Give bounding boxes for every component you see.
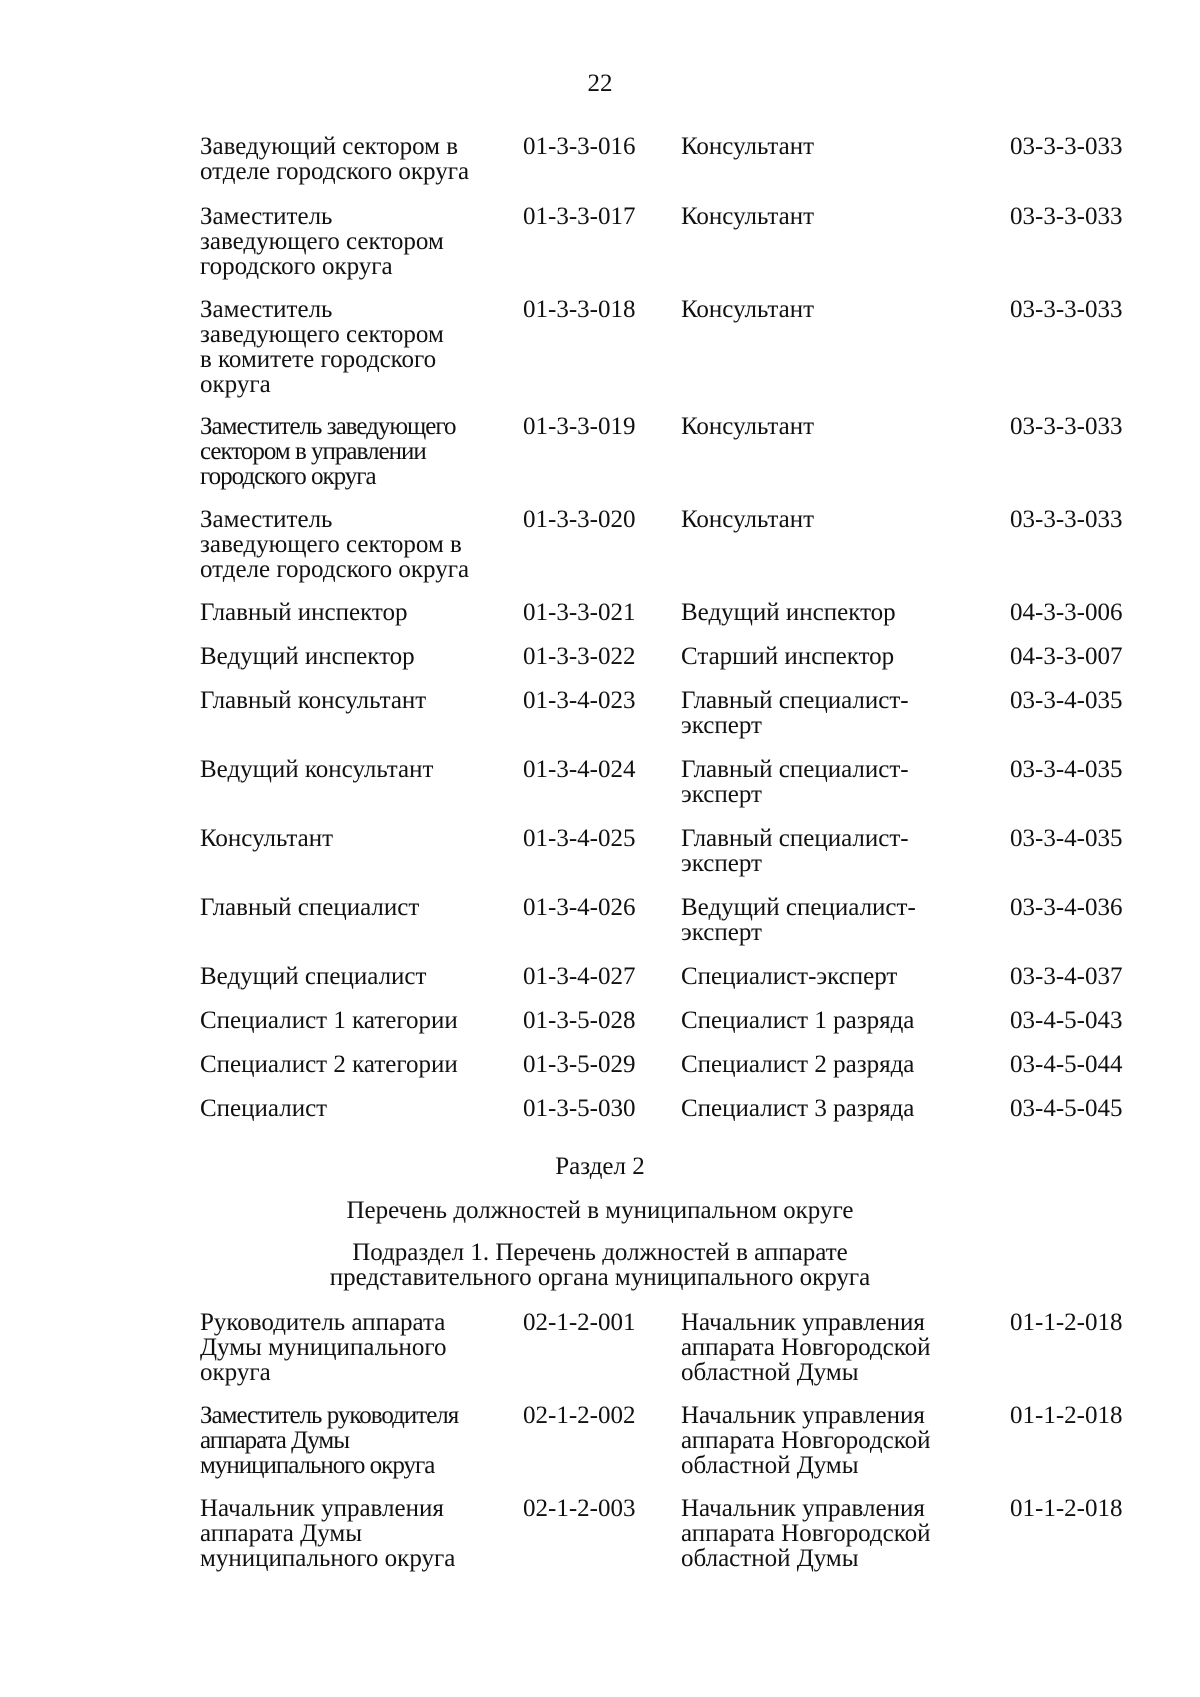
- equivalent-position: Консультант: [681, 413, 815, 440]
- equivalent-position: Ведущий инспектор: [681, 599, 896, 626]
- section-title: Раздел 2: [555, 1153, 645, 1180]
- page-number: 22: [587, 70, 613, 97]
- equivalent-position: Консультант: [681, 203, 815, 230]
- position-title: Специалист 2 категории: [200, 1051, 458, 1078]
- equivalent-position: Начальник управления аппарата Новгородской областной Думы: [681, 1495, 931, 1572]
- equivalent-code: 03-4-5-045: [1010, 1095, 1123, 1122]
- equivalent-code: 04-3-3-006: [1010, 599, 1123, 626]
- equivalent-code: 04-3-3-007: [1010, 643, 1123, 670]
- position-title: Заместитель руководителя аппарата Думы муниципального округа: [200, 1402, 459, 1479]
- equivalent-code: 03-3-4-035: [1010, 756, 1123, 783]
- position-title: Ведущий специалист: [200, 963, 427, 990]
- equivalent-position: Главный специалист- эксперт: [681, 756, 909, 808]
- equivalent-position: Начальник управления аппарата Новгородской областной Думы: [681, 1402, 931, 1479]
- position-code: 01-3-5-030: [523, 1095, 636, 1122]
- position-code: 01-3-5-029: [523, 1051, 636, 1078]
- equivalent-position: Консультант: [681, 133, 815, 160]
- position-code: 01-3-3-016: [523, 133, 636, 160]
- position-code: 02-1-2-001: [523, 1309, 636, 1336]
- position-code: 01-3-3-021: [523, 599, 636, 626]
- equivalent-position: Консультант: [681, 506, 815, 533]
- position-title: Начальник управления аппарата Думы муниципального округа: [200, 1495, 456, 1572]
- equivalent-code: 03-3-3-033: [1010, 506, 1123, 533]
- position-code: 01-3-3-020: [523, 506, 636, 533]
- position-title: Консультант: [200, 825, 334, 852]
- position-code: 01-3-4-026: [523, 894, 636, 921]
- equivalent-code: 03-3-3-033: [1010, 203, 1123, 230]
- equivalent-code: 03-3-4-035: [1010, 687, 1123, 714]
- position-title: Ведущий консультант: [200, 756, 434, 783]
- position-code: 01-3-4-023: [523, 687, 636, 714]
- position-code: 01-3-4-024: [523, 756, 636, 783]
- equivalent-code: 03-3-3-033: [1010, 133, 1123, 160]
- equivalent-position: Ведущий специалист- эксперт: [681, 894, 916, 946]
- equivalent-code: 01-1-2-018: [1010, 1309, 1123, 1336]
- equivalent-position: Специалист 1 разряда: [681, 1007, 915, 1034]
- position-code: 01-3-3-017: [523, 203, 636, 230]
- equivalent-position: Специалист-эксперт: [681, 963, 898, 990]
- subsection-title: Подраздел 1. Перечень должностей в аппарате представительного органа муниципального округа: [329, 1239, 871, 1291]
- equivalent-code: 03-4-5-043: [1010, 1007, 1123, 1034]
- equivalent-code: 03-3-4-035: [1010, 825, 1123, 852]
- equivalent-position: Начальник управления аппарата Новгородской областной Думы: [681, 1309, 931, 1386]
- position-code: 01-3-3-022: [523, 643, 636, 670]
- position-title: Заместитель заведующего сектором в комитете городского округа: [200, 296, 444, 398]
- position-title: Ведущий инспектор: [200, 643, 415, 670]
- section-subtitle: Перечень должностей в муниципальном округе: [346, 1197, 854, 1224]
- position-code: 01-3-4-025: [523, 825, 636, 852]
- position-code: 01-3-3-019: [523, 413, 636, 440]
- position-code: 02-1-2-002: [523, 1402, 636, 1429]
- position-code: 01-3-5-028: [523, 1007, 636, 1034]
- equivalent-code: 03-3-3-033: [1010, 296, 1123, 323]
- equivalent-position: Специалист 2 разряда: [681, 1051, 915, 1078]
- equivalent-position: Консультант: [681, 296, 815, 323]
- equivalent-code: 03-4-5-044: [1010, 1051, 1123, 1078]
- equivalent-code: 03-3-4-036: [1010, 894, 1123, 921]
- position-code: 01-3-4-027: [523, 963, 636, 990]
- position-title: Специалист 1 категории: [200, 1007, 458, 1034]
- equivalent-code: 01-1-2-018: [1010, 1495, 1123, 1522]
- position-title: Заместитель заведующего сектором в отделе городского округа: [200, 506, 470, 583]
- position-title: Заведующий сектором в отделе городского округа: [200, 133, 470, 185]
- equivalent-code: 03-3-3-033: [1010, 413, 1123, 440]
- position-title: Специалист: [200, 1095, 328, 1122]
- position-code: 02-1-2-003: [523, 1495, 636, 1522]
- position-title: Главный специалист: [200, 894, 420, 921]
- position-title: Заместитель заведующего сектором городского округа: [200, 203, 444, 280]
- position-code: 01-3-3-018: [523, 296, 636, 323]
- position-title: Главный консультант: [200, 687, 427, 714]
- position-title: Заместитель заведующего сектором в управлении городского округа: [200, 413, 456, 490]
- equivalent-code: 01-1-2-018: [1010, 1402, 1123, 1429]
- equivalent-position: Старший инспектор: [681, 643, 895, 670]
- equivalent-position: Специалист 3 разряда: [681, 1095, 915, 1122]
- equivalent-position: Главный специалист- эксперт: [681, 687, 909, 739]
- equivalent-code: 03-3-4-037: [1010, 963, 1123, 990]
- equivalent-position: Главный специалист- эксперт: [681, 825, 909, 877]
- position-title: Руководитель аппарата Думы муниципального округа: [200, 1309, 447, 1386]
- position-title: Главный инспектор: [200, 599, 408, 626]
